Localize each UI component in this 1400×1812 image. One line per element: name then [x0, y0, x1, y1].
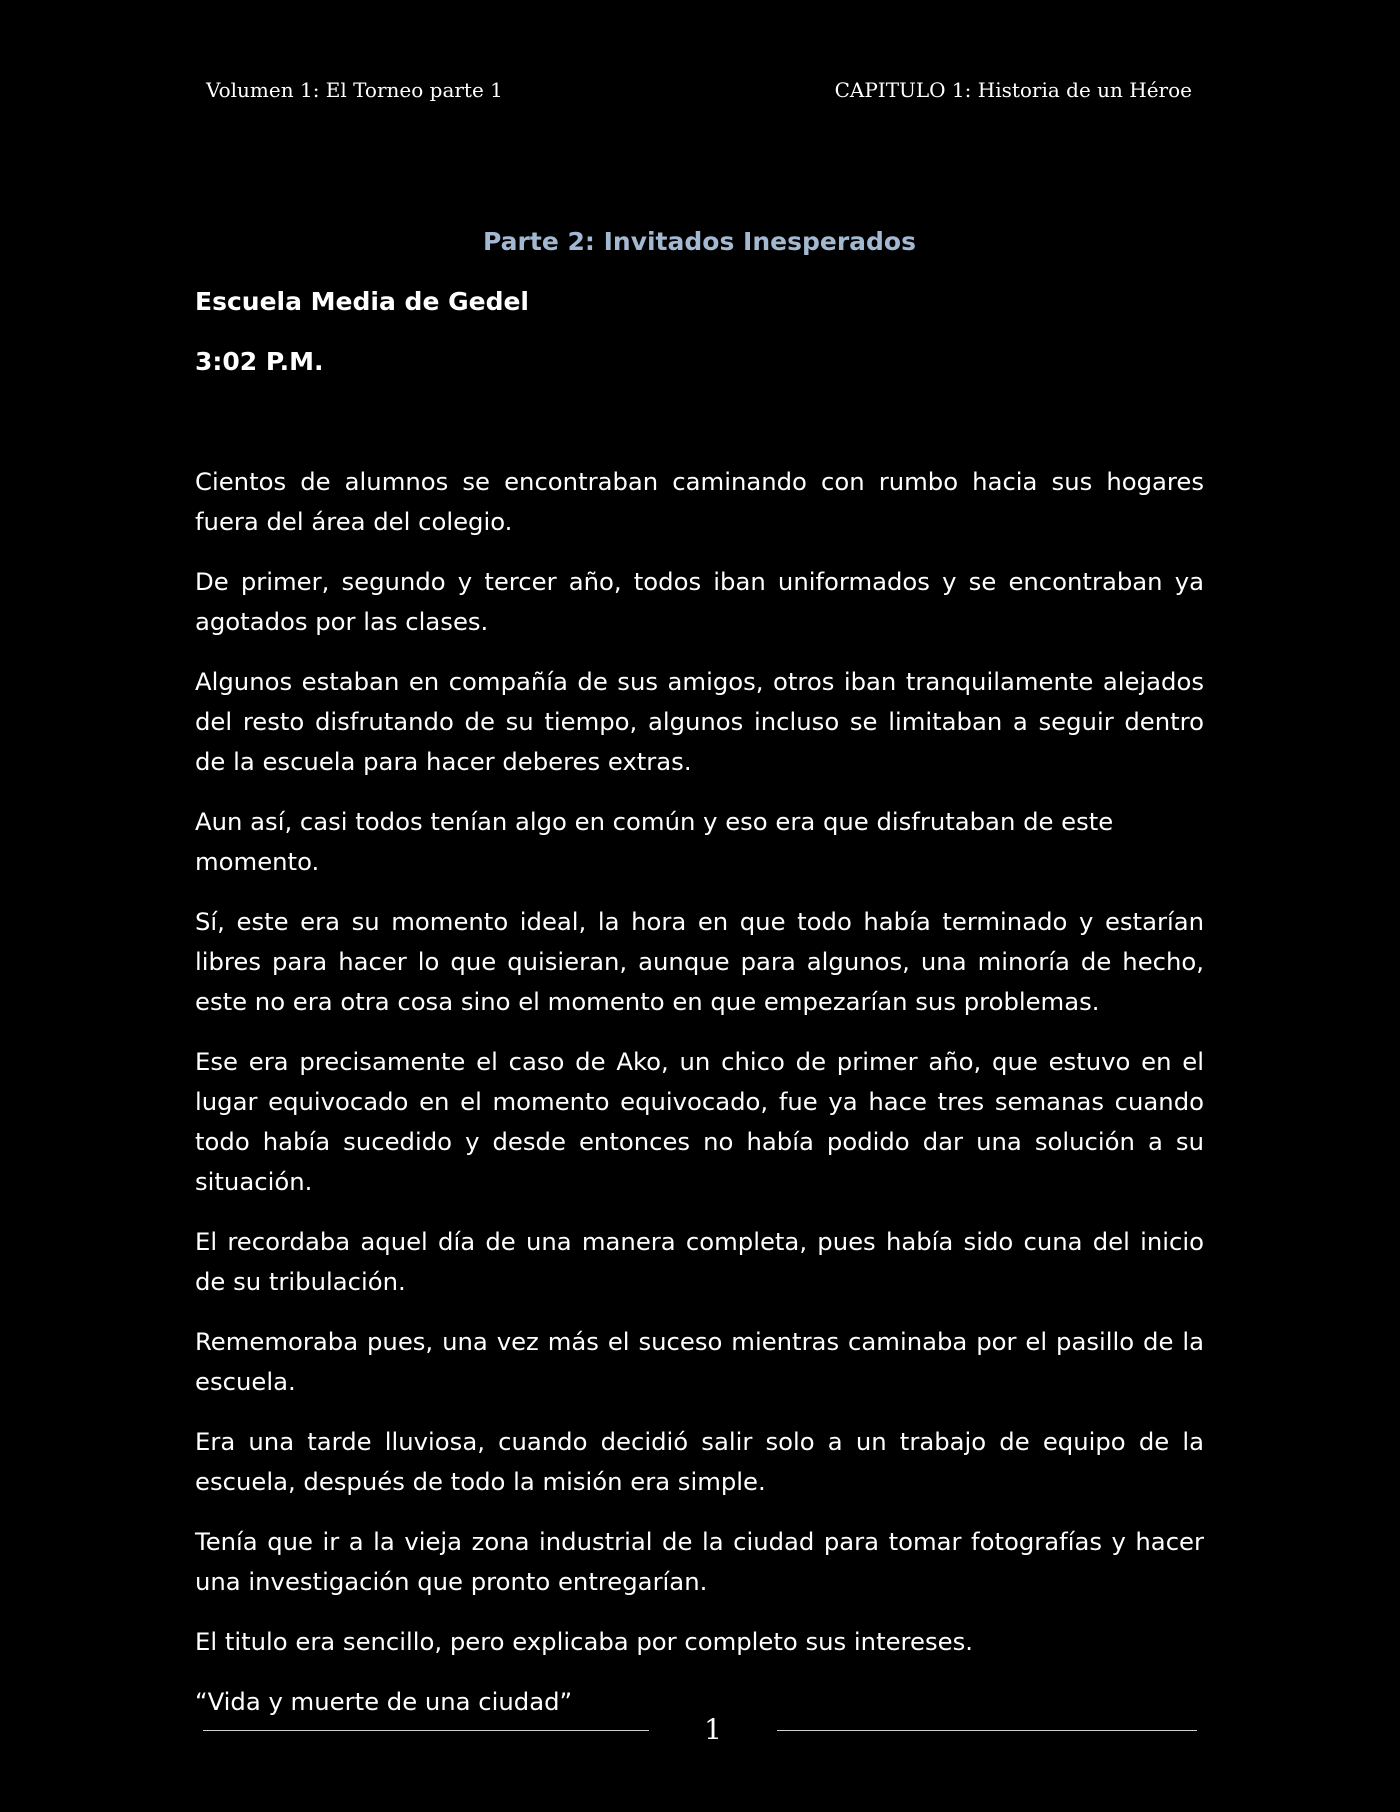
- footer-rule-right: [777, 1730, 1197, 1731]
- body-text: [195, 462, 1204, 1722]
- running-header: [206, 78, 1192, 108]
- page-number: 1: [704, 1713, 722, 1746]
- header-chapter-title: CAPITULO 1: Historia de un Héroe: [834, 78, 1192, 102]
- paragraph: Algunos estaban en compañía de sus amigos, otros iban tranquilamente alejados del resto disfrutando de su tiempo, algunos incluso se limitaban a seguir dentro de la escuela para hacer deberes extras.: [195, 667, 1204, 776]
- paragraph: Ese era precisamente el caso de Ako, un chico de primer año, que estuvo en el lugar equivocado en el momento equivocado, fue ya hace tres semanas cuando todo había sucedido y desde entonces no había podido dar una solución a su situación.: [195, 1047, 1204, 1196]
- page-footer: [0, 1710, 1400, 1750]
- page-body: [195, 222, 1204, 1742]
- paragraph: Aun así, casi todos tenían algo en común y eso era que disfrutaban de este momento.: [195, 807, 1114, 876]
- paragraph: De primer, segundo y tercer año, todos iban uniformados y se encontraban ya agotados por las clases.: [195, 567, 1204, 636]
- paragraph: Rememoraba pues, una vez más el suceso mientras caminaba por el pasillo de la escuela.: [195, 1327, 1204, 1396]
- paragraph: “Vida y muerte de una ciudad”: [195, 1687, 573, 1716]
- paragraph: Cientos de alumnos se encontraban caminando con rumbo hacia sus hogares fuera del área del colegio.: [195, 467, 1204, 536]
- paragraph: Tenía que ir a la vieja zona industrial de la ciudad para tomar fotografías y hacer una investigación que pronto entregarían.: [195, 1527, 1204, 1596]
- paragraph: Era una tarde lluviosa, cuando decidió salir solo a un trabajo de equipo de la escuela, después de todo la misión era simple.: [195, 1427, 1204, 1496]
- header-volume-title: Volumen 1: El Torneo parte 1: [206, 78, 503, 102]
- footer-rule-left: [203, 1730, 649, 1731]
- spacer: [195, 402, 1204, 462]
- scene-location: Escuela Media de Gedel: [195, 287, 529, 316]
- paragraph: Sí, este era su momento ideal, la hora en que todo había terminado y estarían libres para hacer lo que quisieran, aunque para algunos, una minoría de hecho, este no era otra cosa sino el momento en que empezarían sus problemas.: [195, 907, 1204, 1016]
- paragraph: El titulo era sencillo, pero explicaba por completo sus intereses.: [195, 1627, 973, 1656]
- scene-time: 3:02 P.M.: [195, 347, 324, 376]
- paragraph: El recordaba aquel día de una manera completa, pues había sido cuna del inicio de su tribulación.: [195, 1227, 1204, 1296]
- section-title: Parte 2: Invitados Inesperados: [483, 227, 916, 256]
